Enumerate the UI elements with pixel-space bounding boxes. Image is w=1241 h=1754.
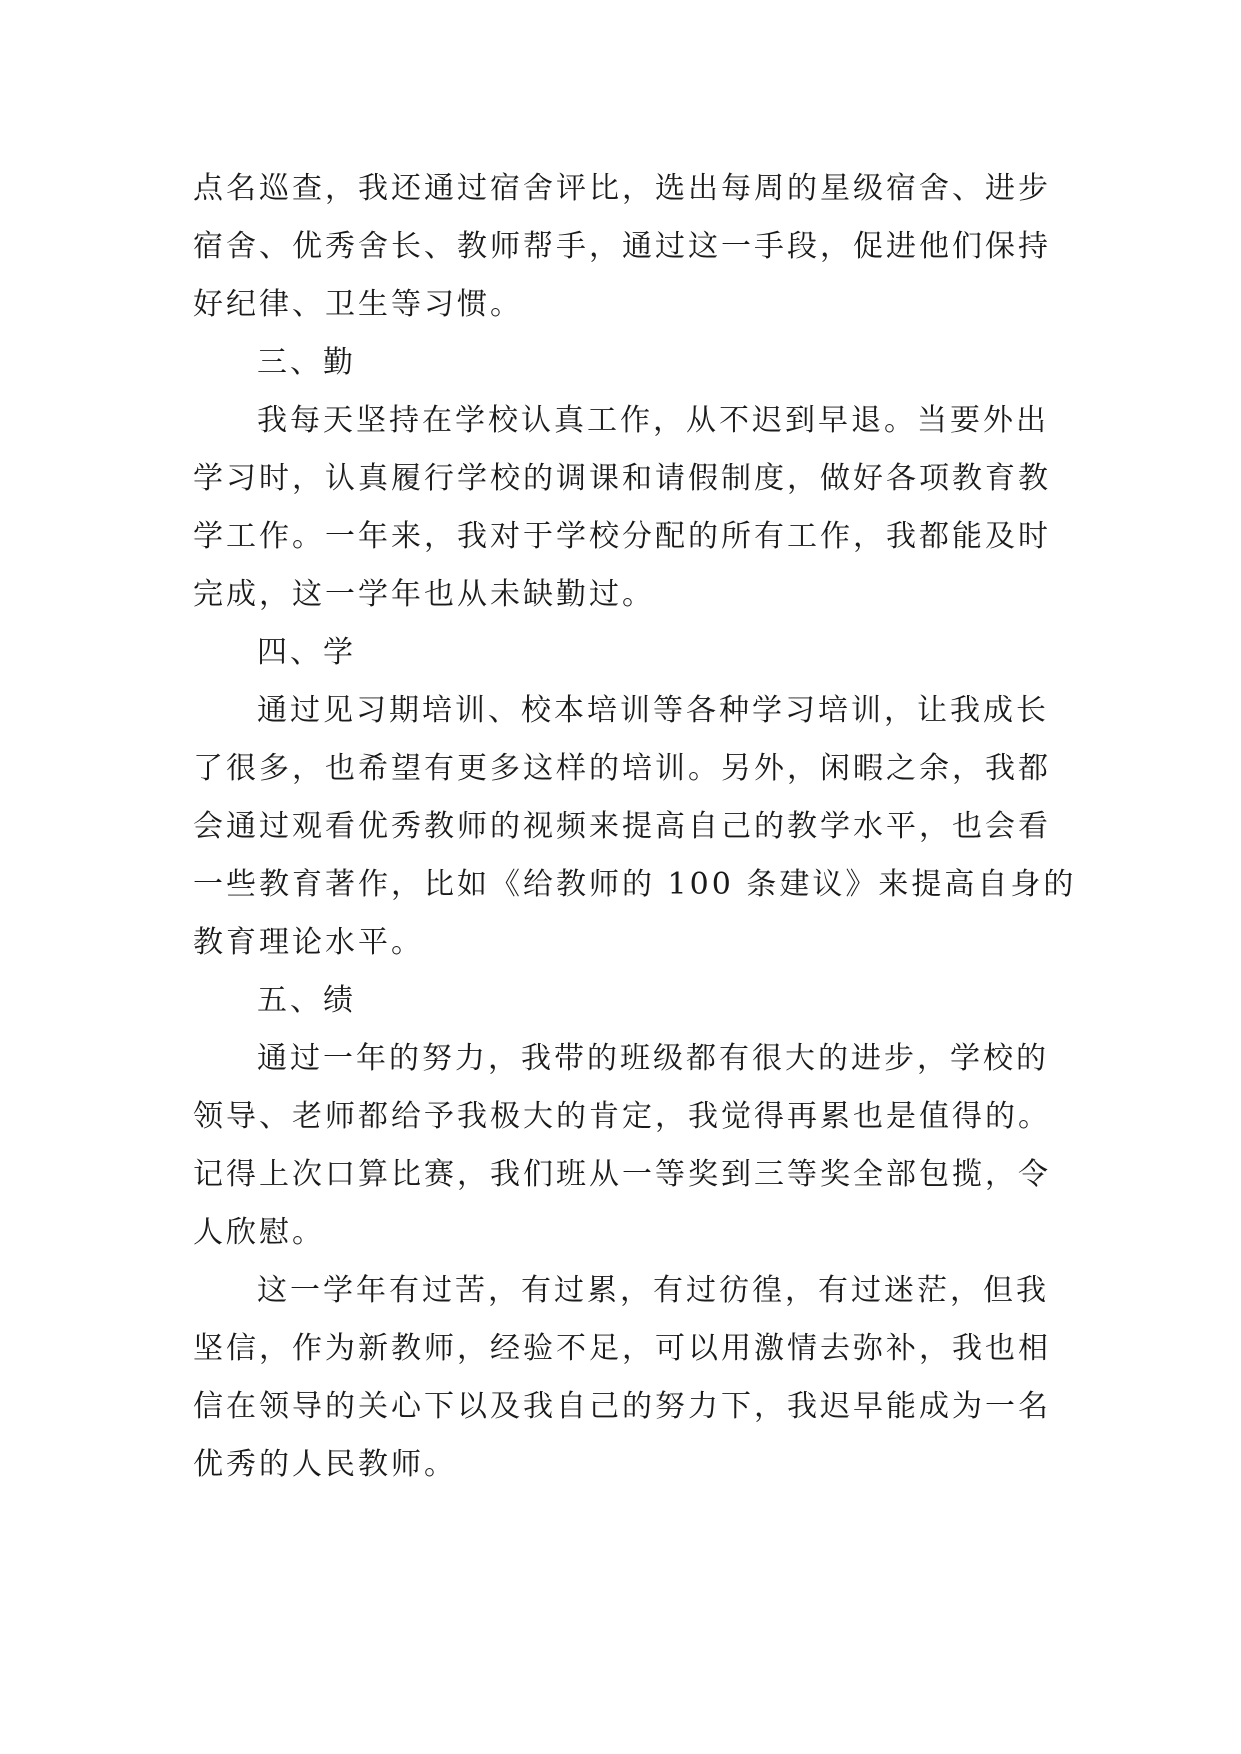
body-text-line: 记得上次口算比赛，我们班从一等奖到三等奖全部包揽，令 bbox=[193, 1157, 1051, 1192]
body-text-line: 点名巡查，我还通过宿舍评比，选出每周的星级宿舍、进步 bbox=[193, 171, 1051, 206]
body-text-line: 通过见习期培训、校本培训等各种学习培训，让我成长 bbox=[257, 693, 1049, 728]
body-text-line: 通过一年的努力，我带的班级都有很大的进步，学校的 bbox=[257, 1041, 1049, 1076]
body-text-line: 教育理论水平。 bbox=[193, 925, 424, 960]
section-heading: 五、绩 bbox=[257, 983, 356, 1018]
body-text-line: 这一学年有过苦，有过累，有过彷徨，有过迷茫，但我 bbox=[257, 1273, 1049, 1308]
body-text-line: 优秀的人民教师。 bbox=[193, 1447, 457, 1482]
body-text-line: 领导、老师都给予我极大的肯定，我觉得再累也是值得的。 bbox=[193, 1099, 1051, 1134]
document-body bbox=[193, 160, 1077, 1494]
body-text-line: 了很多，也希望有更多这样的培训。另外，闲暇之余，我都 bbox=[193, 751, 1051, 786]
body-text-line: 学习时，认真履行学校的调课和请假制度，做好各项教育教 bbox=[193, 461, 1051, 496]
body-text-line: 信在领导的关心下以及我自己的努力下，我迟早能成为一名 bbox=[193, 1389, 1051, 1424]
body-text-line: 完成，这一学年也从未缺勤过。 bbox=[193, 577, 655, 612]
section-heading: 三、勤 bbox=[257, 345, 356, 380]
section-heading: 四、学 bbox=[257, 635, 356, 670]
body-text-line: 会通过观看优秀教师的视频来提高自己的教学水平，也会看 bbox=[193, 809, 1051, 844]
body-text-line: 我每天坚持在学校认真工作，从不迟到早退。当要外出 bbox=[257, 403, 1049, 438]
body-text-line: 坚信，作为新教师，经验不足，可以用激情去弥补，我也相 bbox=[193, 1331, 1051, 1366]
body-text-line: 宿舍、优秀舍长、教师帮手，通过这一手段，促进他们保持 bbox=[193, 229, 1051, 264]
body-text-line: 学工作。一年来，我对于学校分配的所有工作，我都能及时 bbox=[193, 519, 1051, 554]
body-text-line: 一些教育著作，比如《给教师的 100 条建议》来提高自身的 bbox=[193, 867, 1077, 902]
body-text-line: 好纪律、卫生等习惯。 bbox=[193, 287, 523, 322]
body-text-line: 人欣慰。 bbox=[193, 1215, 325, 1250]
